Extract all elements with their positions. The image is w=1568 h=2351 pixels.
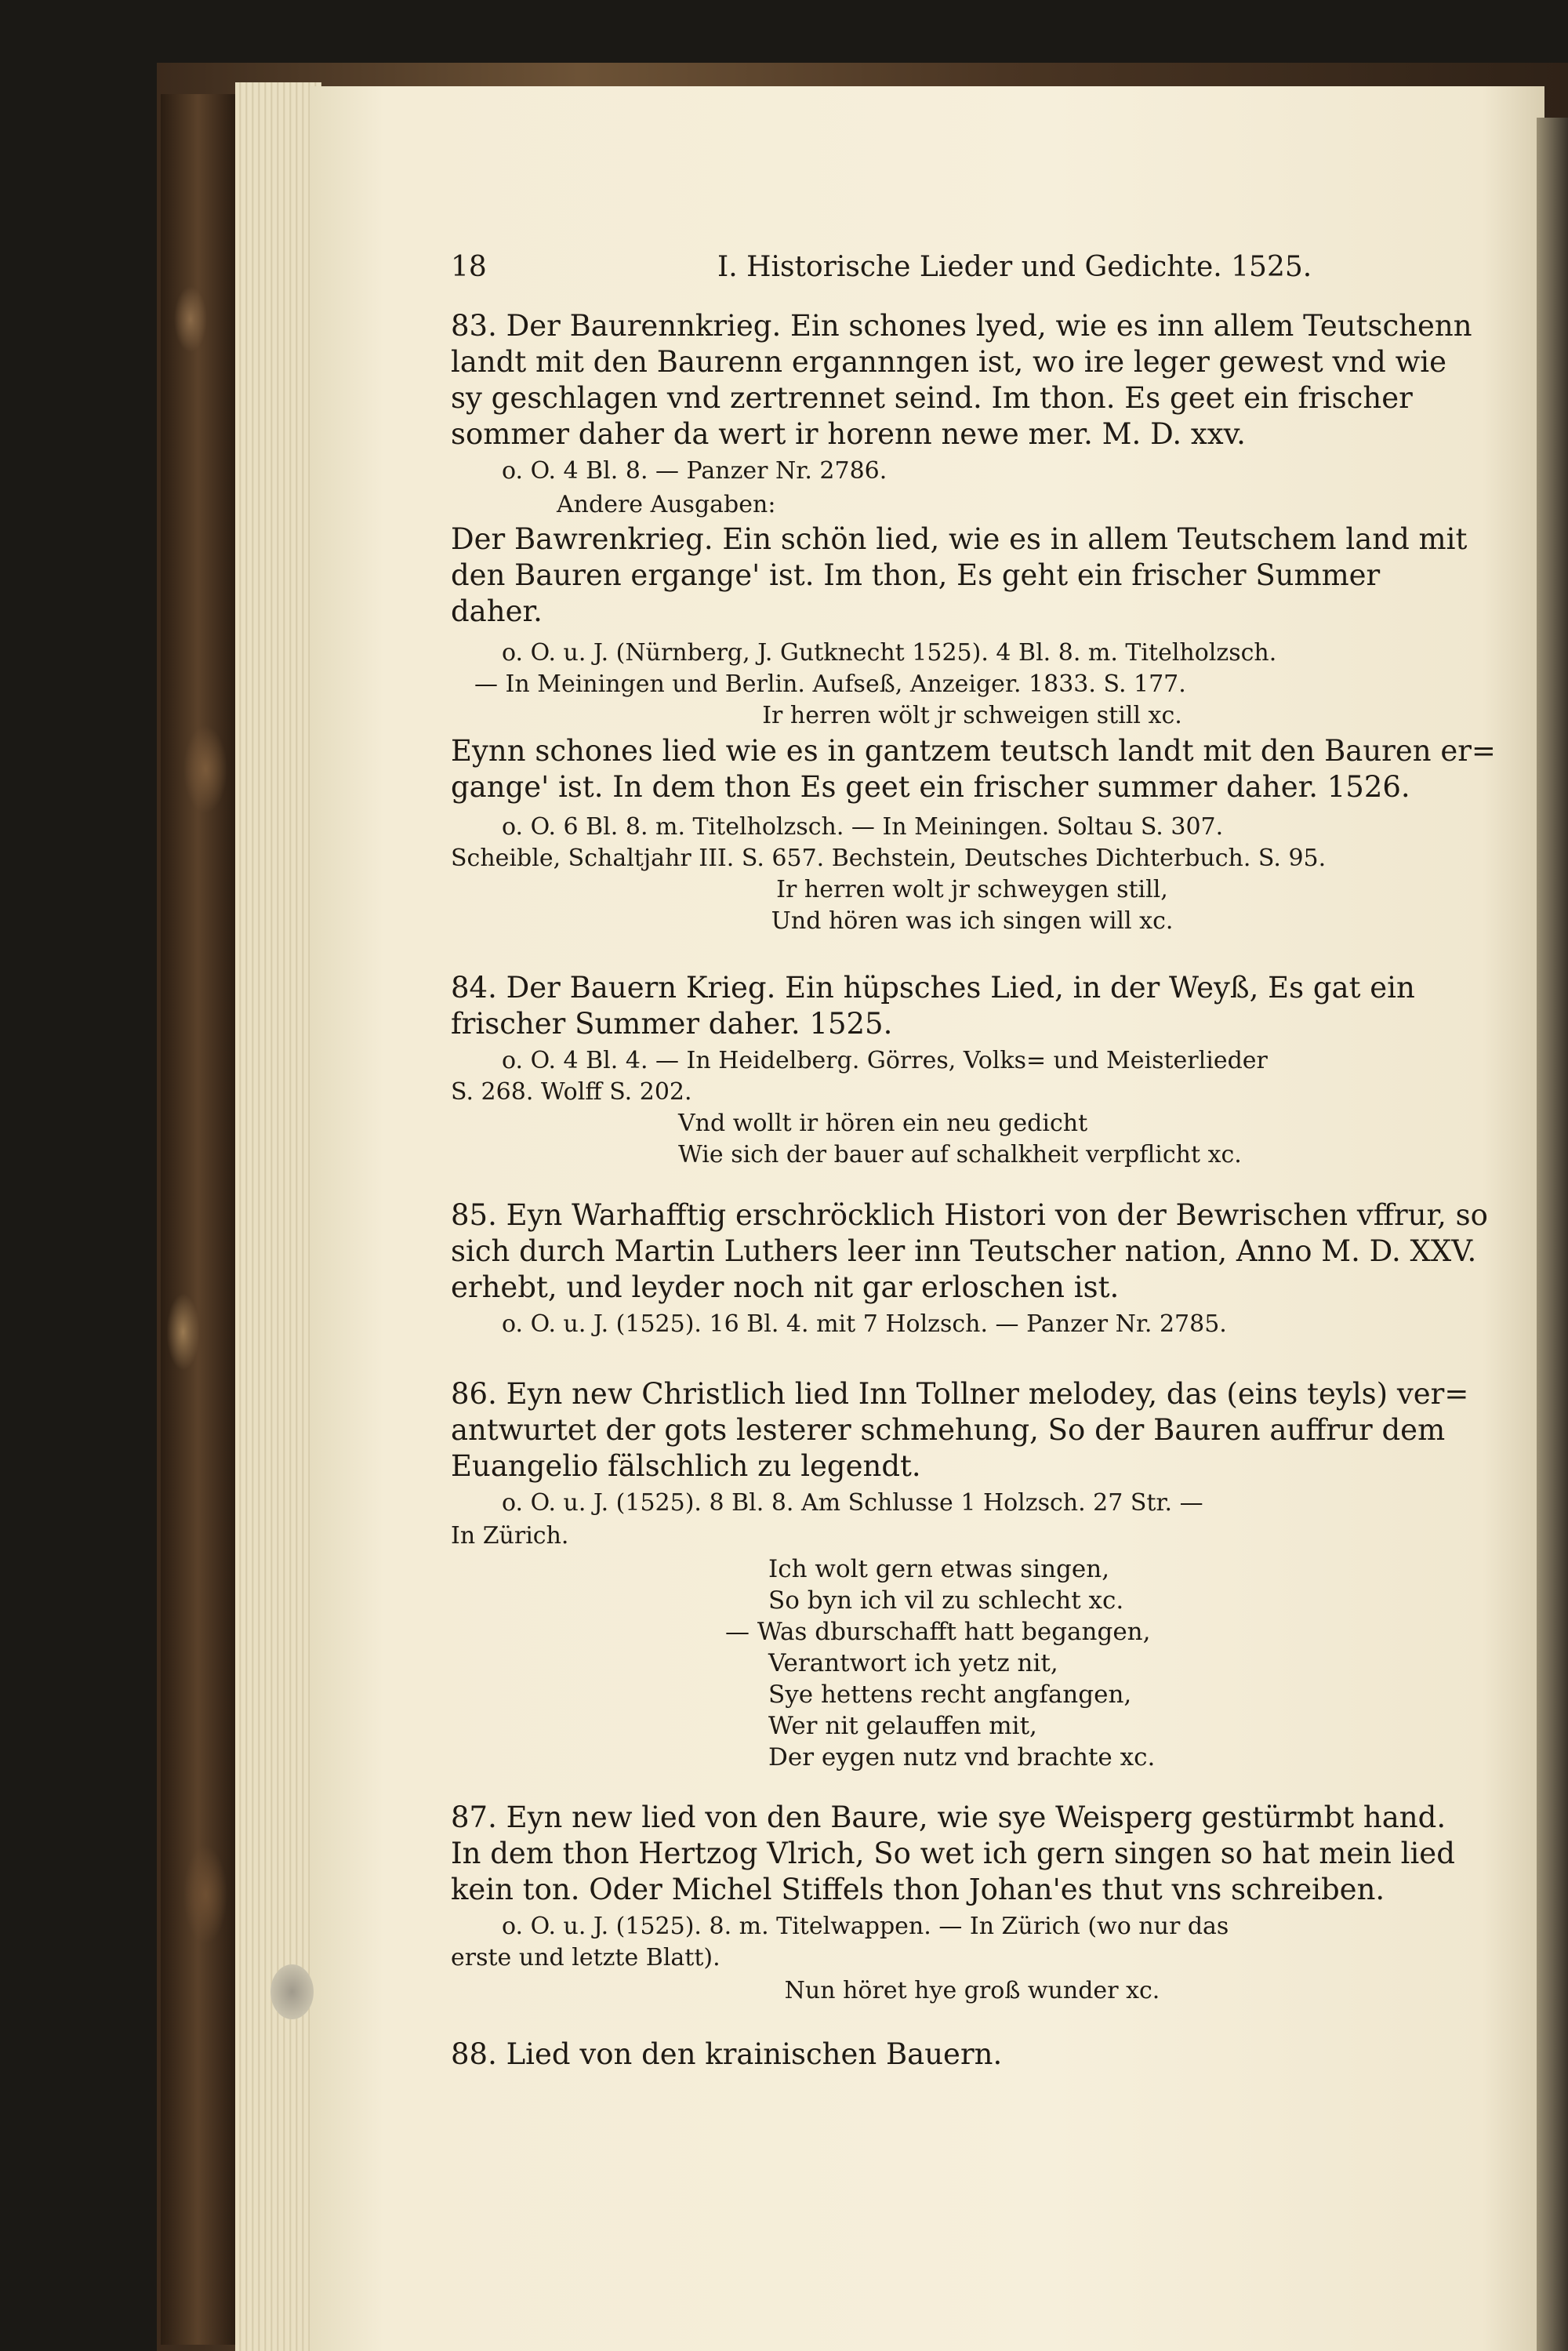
entry-85-line: 85. Eyn Warhafftig erschröcklich Histori von der Bewrischen vffrur, so bbox=[451, 1198, 1488, 1232]
entry-86-verse: Wer nit gelauffen mit, bbox=[768, 1712, 1037, 1740]
entry-83-line: gange' ist. In dem thon Es geet ein frischer summer daher. 1526. bbox=[451, 770, 1410, 804]
entry-88-line: 88. Lied von den krainischen Bauern. bbox=[451, 2037, 1003, 2071]
entry-83-citation: o. O. u. J. (Nürnberg, J. Gutknecht 1525). 4 Bl. 8. m. Titelholzsch. bbox=[502, 639, 1277, 667]
entry-83-line: den Bauren ergange' ist. Im thon, Es geht ein frischer Summer bbox=[451, 558, 1381, 592]
entry-83-citation: Scheible, Schaltjahr III. S. 657. Bechstein, Deutsches Dichterbuch. S. 95. bbox=[451, 845, 1327, 872]
entry-83-line: Eynn schones lied wie es in gantzem teutsch landt mit den Bauren er= bbox=[451, 734, 1496, 768]
entry-84-incipit: Vnd wollt ir hören ein neu gedicht bbox=[678, 1110, 1088, 1137]
entry-86-verse: Ich wolt gern etwas singen, bbox=[768, 1555, 1110, 1583]
entry-85-citation: o. O. u. J. (1525). 16 Bl. 4. mit 7 Holzsch. — Panzer Nr. 2785. bbox=[502, 1310, 1227, 1338]
entry-84-line: frischer Summer daher. 1525. bbox=[451, 1007, 893, 1041]
entry-86-verse: So byn ich vil zu schlecht xc. bbox=[768, 1586, 1124, 1615]
entry-84-citation: o. O. 4 Bl. 4. — In Heidelberg. Görres, Volks= und Meisterlieder bbox=[502, 1047, 1268, 1074]
entry-83-incipit: Ir herren wolt jr schweygen still, bbox=[776, 876, 1168, 903]
entry-84-incipit: Wie sich der bauer auf schalkheit verpflicht xc. bbox=[678, 1141, 1242, 1168]
entry-87-line: In dem thon Hertzog Vlrich, So wet ich gern singen so hat mein lied bbox=[451, 1837, 1455, 1870]
entry-83-subheading: Andere Ausgaben: bbox=[557, 491, 776, 518]
entry-83-line: 83. Der Baurennkrieg. Ein schones lyed, wie es inn allem Teutschenn bbox=[451, 309, 1472, 343]
entry-83-line: Der Bawrenkrieg. Ein schön lied, wie es in allem Teutschem land mit bbox=[451, 522, 1468, 556]
entry-87-line: 87. Eyn new lied von den Baure, wie sye Weisperg gestürmbt hand. bbox=[451, 1800, 1446, 1834]
entry-83-citation: — In Meiningen und Berlin. Aufseß, Anzeiger. 1833. S. 177. bbox=[474, 670, 1186, 698]
entry-84-citation: S. 268. Wolff S. 202. bbox=[451, 1078, 692, 1106]
entry-85-line: erhebt, und leyder noch nit gar erloschen ist. bbox=[451, 1270, 1120, 1304]
entry-83-incipit: Ir herren wölt jr schweigen still xc. bbox=[762, 702, 1182, 729]
entry-83-line: sy geschlagen vnd zertrennet seind. Im thon. Es geet ein frischer bbox=[451, 381, 1413, 415]
entry-86-citation: o. O. u. J. (1525). 8 Bl. 8. Am Schlusse 1 Holzsch. 27 Str. — bbox=[502, 1489, 1203, 1517]
entry-87-citation: erste und letzte Blatt). bbox=[451, 1944, 720, 1971]
entry-87-citation: o. O. u. J. (1525). 8. m. Titelwappen. — In Zürich (wo nur das bbox=[502, 1913, 1229, 1940]
entry-83-citation: o. O. 6 Bl. 8. m. Titelholzsch. — In Meiningen. Soltau S. 307. bbox=[502, 813, 1224, 841]
entry-86-verse: Sye hettens recht angfangen, bbox=[768, 1681, 1132, 1709]
entry-87-incipit: Nun höret hye groß wunder xc. bbox=[784, 1977, 1160, 2004]
entry-83-incipit: Und hören was ich singen will xc. bbox=[771, 907, 1174, 935]
entry-86-verse: — Was dburschafft hatt begangen, bbox=[725, 1618, 1151, 1646]
entry-83-line: sommer daher da wert ir horenn newe mer. M. D. xxv. bbox=[451, 417, 1246, 451]
marbled-binding bbox=[161, 94, 235, 2345]
entry-83-line: daher. bbox=[451, 594, 543, 628]
entry-85-line: sich durch Martin Luthers leer inn Teutscher nation, Anno M. D. XXV. bbox=[451, 1234, 1477, 1268]
entry-86-verse: Verantwort ich yetz nit, bbox=[768, 1649, 1058, 1677]
entry-86-line: 86. Eyn new Christlich lied Inn Tollner melodey, das (eins teyls) ver= bbox=[451, 1377, 1469, 1411]
entry-86-line: antwurtet der gots lesterer schmehung, So der Bauren auffrur dem bbox=[451, 1413, 1446, 1447]
page-gutter-shadow bbox=[1537, 118, 1568, 2351]
entry-87-line: kein ton. Oder Michel Stiffels thon Johan'es thut vns schreiben. bbox=[451, 1873, 1385, 1906]
page-number: 18 bbox=[451, 251, 487, 283]
entry-83-citation: o. O. 4 Bl. 8. — Panzer Nr. 2786. bbox=[502, 457, 887, 485]
running-title: I. Historische Lieder und Gedichte. 1525. bbox=[717, 251, 1312, 283]
entry-86-verse: Der eygen nutz vnd brachte xc. bbox=[768, 1743, 1156, 1771]
entry-86-citation: In Zürich. bbox=[451, 1522, 569, 1550]
entry-83-line: landt mit den Baurenn ergannngen ist, wo ire leger gewest vnd wie bbox=[451, 345, 1447, 379]
entry-86-line: Euangelio fälschlich zu legendt. bbox=[451, 1449, 921, 1483]
page-stain bbox=[270, 1964, 314, 2019]
entry-84-line: 84. Der Bauern Krieg. Ein hüpsches Lied, in der Weyß, Es gat ein bbox=[451, 971, 1415, 1005]
